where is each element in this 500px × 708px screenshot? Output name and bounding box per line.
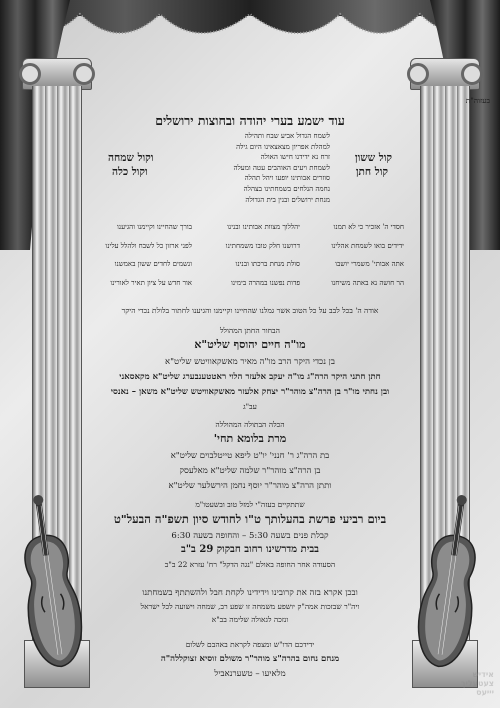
bride-parent-3: ותתן הרה"צ מוהר"ר יוסף נחמן הירשלער שליט"א — [168, 481, 332, 491]
groom-parent-1: בן נכדי היקר הרב מו"ה מאיר מאשקאוויטש שליט"א — [165, 357, 335, 367]
verse-right: חסדי ה' אזכיר כי לא תמנו ידידים בואו לשמחת אהלינו אתה אבותי' משמרי יושבו הר חושה נא באתה משיחנו — [331, 223, 404, 287]
song-left-line2: וקול כלה — [112, 166, 148, 178]
song-left-line1: וקול שמחה — [108, 152, 154, 164]
bride-name: מרת בלומא תחי' — [213, 432, 287, 445]
invite-intro: שתתקיים בעזה"י למזל טוב ובשעטו"מ — [195, 500, 305, 509]
call-line-3: ונזכה לגאולה שלימה בב"א — [211, 615, 289, 624]
verse-left: בורך שהחיינו וקיימנו והגיענו לפני ארזון כל לשבח ולהלל עלינו ונשמים לחדים ששון באמשנו אור חדש על ציון תאיר לאורינו — [105, 223, 192, 287]
signer-name: מנחם נחום בהרה"צ מוהר"ר משולם זוסיא זצוקללה"ה — [160, 654, 340, 664]
intro-line: אודה ה' בכל לבב על כל הטוב אשר גמלנו שהחיינו וקיימנו והגיענו לחתור בלולת נכדי היקר — [121, 306, 379, 315]
call-line-1: ובכן אקרא בזה את קרובינו וידידינו לקחת חבל ולהשתתף בשמחתנו — [142, 588, 358, 598]
bsd-label: בעזוה"ת — [465, 96, 490, 105]
groom-parent-2: חתן חתני היקר הרה"ג מו"ה יעקב אלעזר הלוי ראטטענבערג שליט"א מקאסאני — [119, 372, 381, 382]
signer-place: מלאיעו – טשערנאביל — [214, 669, 286, 679]
bride-title: הכלה הבתולה המהוללה — [215, 420, 285, 429]
watermark-logo: אידיש צעטעליך יייעס — [460, 670, 494, 697]
groom-name: מו"ה חיים יהוסף שליט"א — [194, 338, 306, 351]
signoff-line: ידידכם הדו"ש ומצפה לקראת באהבם לשלום — [185, 640, 315, 649]
connector: עב"ג — [243, 402, 257, 411]
date-line: ביום רביעי פרשת בהעלותך ט"ו לחודש סיון תשפ"ה הבעל"ט — [113, 512, 387, 526]
headline: עוד ישמע בערי יהודה ובחוצות ירושלים — [155, 113, 345, 128]
call-line-2: ויה"ר שבזכות אמה"ק יושפע משמחה זו שפע רב, שמחה וישועה לכל ישראל — [140, 602, 360, 611]
verse-middle: יהללוך מצוות אבותינו ובנינו דרושנו חלק טובו משמחתינו סולת מנחת ברכתו ובנינו פדות נפשנו במהרה בימינו — [225, 223, 300, 287]
verse-center: לשמח הגדול אביע שבח ותהילה למהלת אפריון מצאצאינו היום גילה זרח נא ידידנו חישו האולה לשמחת ויעים האוהבים עטה ומעלה סוזרים אבותינו יופעו ויהל תהלה נחמה הנלחים בשמחתינו בצהלה מנחת ירושלים ובנין בית הגדולה — [233, 132, 330, 204]
bride-parent-1: בת הרה"ג ר' חנני' יו"ט ליפא טייטלבוים שליט"א — [170, 451, 330, 461]
venue-line: בבית מדרשינו רחוב חבקוק 29 ב"ב — [181, 544, 319, 555]
meal-line: הסעודה אחר החופה באולם "נגה הדקל" רח' עזרא 22 ב"ב — [164, 560, 336, 569]
song-right-line2: קול חתן — [355, 166, 388, 178]
groom-title: הבחור החתן המהולל — [220, 326, 280, 335]
times-line: קבלת פנים בשעה 5:30 – והחופה בשעה 6:30 — [171, 531, 329, 541]
bride-parent-2: בן הרה"צ מוהר"ר שלמה שליט"א מאלעסק — [179, 466, 321, 476]
song-right-line1: קול ששון — [354, 152, 392, 164]
groom-parent-3: ובן נחתי מו"ר בן הרה"צ מוהר"ר יצחק אלעזר מאשקאוויטש שליט"א משאן – נאנסי — [110, 387, 390, 397]
